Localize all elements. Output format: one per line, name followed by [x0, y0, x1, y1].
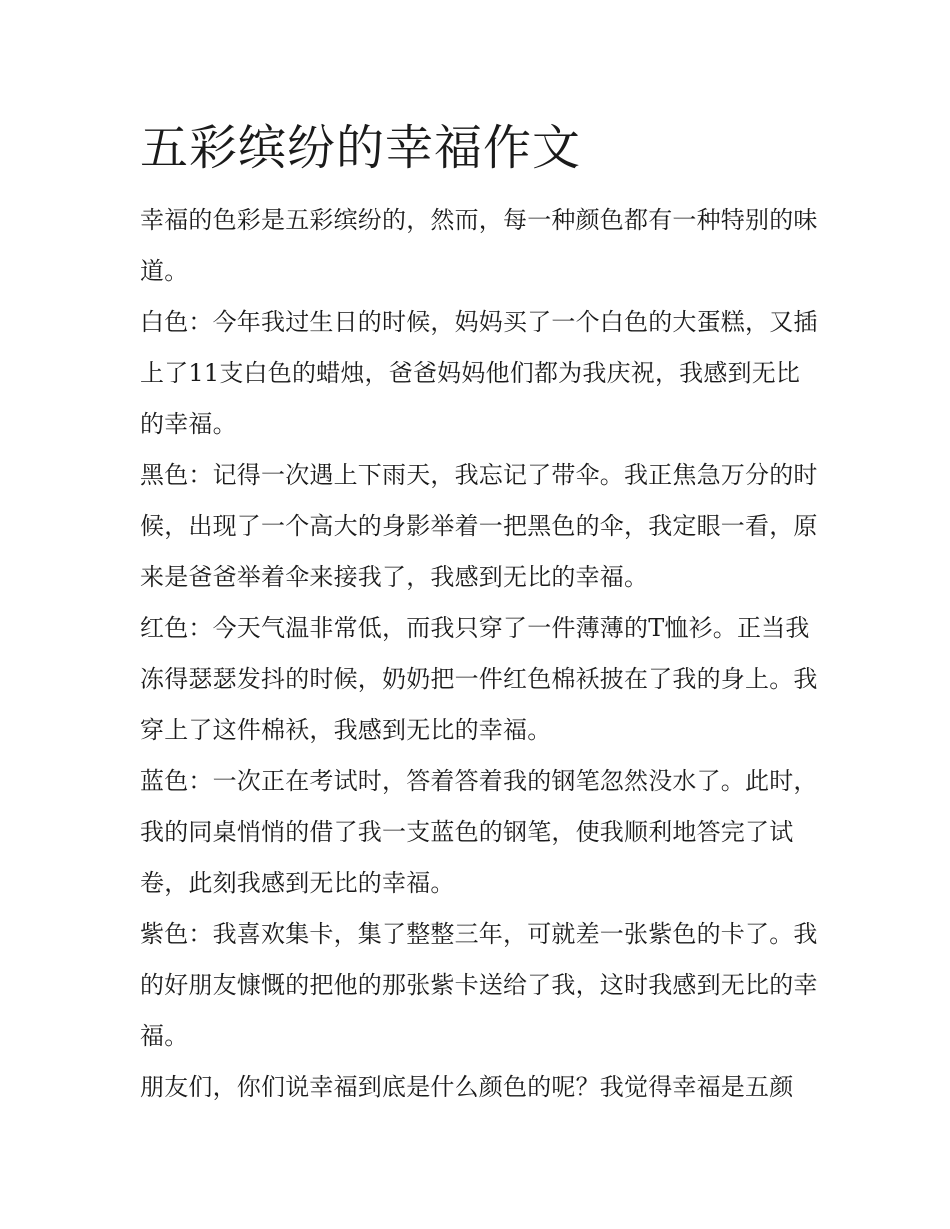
paragraph-black: 黑色：记得一次遇上下雨天，我忘记了带伞。我正焦急万分的时候，出现了一个高大的身影举着一把黑色的伞，我定眼一看，原来是爸爸举着伞来接我了，我感到无比的幸福。	[140, 461, 818, 591]
paragraph-purple: 紫色：我喜欢集卡，集了整整三年，可就差一张紫色的卡了。我的好朋友慷慨的把他的那张紫卡送给了我，这时我感到无比的幸福。	[140, 920, 818, 1050]
page-title: 五彩缤纷的幸福作文	[140, 120, 582, 176]
paragraph-intro: 幸福的色彩是五彩缤纷的，然而，每一种颜色都有一种特别的味道。	[140, 206, 818, 285]
paragraph-conclusion: 朋友们，你们说幸福到底是什么颜色的呢？我觉得幸福是五颜	[140, 1073, 794, 1101]
paragraph-blue: 蓝色：一次正在考试时，答着答着我的钢笔忽然没水了。此时，我的同桌悄悄的借了我一支蓝色的钢笔，使我顺利地答完了试卷，此刻我感到无比的幸福。	[140, 767, 818, 897]
paragraph-red: 红色：今天气温非常低，而我只穿了一件薄薄的T恤衫。正当我冻得瑟瑟发抖的时候，奶奶把一件红色棉袄披在了我的身上。我穿上了这件棉袄，我感到无比的幸福。	[140, 614, 818, 744]
essay-body	[140, 195, 820, 1113]
paragraph-white: 白色：今年我过生日的时候，妈妈买了一个白色的大蛋糕，又插上了11支白色的蜡烛，爸爸妈妈他们都为我庆祝，我感到无比的幸福。	[140, 308, 818, 438]
